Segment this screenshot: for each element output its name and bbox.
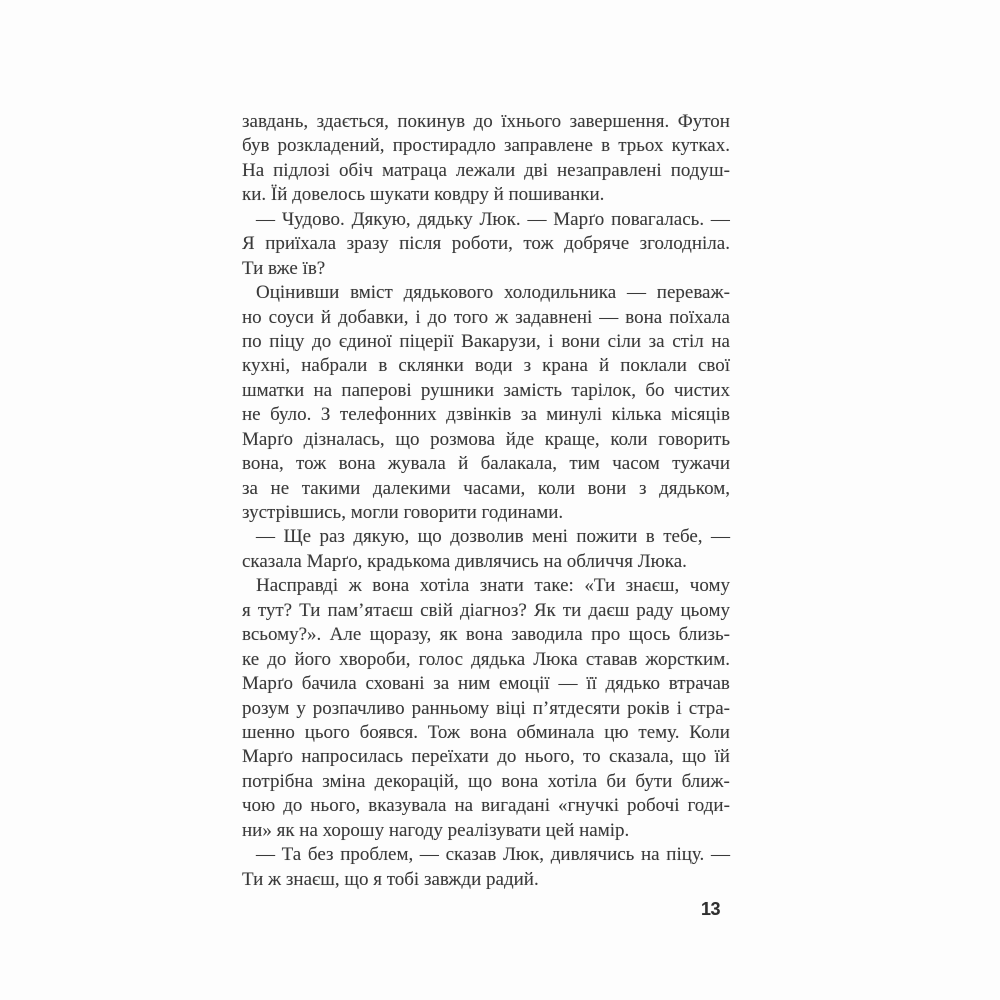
word: хотіла: [547, 770, 598, 792]
paragraph: [242, 843, 730, 892]
word: й: [599, 355, 610, 377]
word: вони: [561, 330, 601, 352]
word: голос: [418, 648, 464, 670]
word: холодильника: [504, 282, 617, 304]
word: Ще: [283, 526, 312, 548]
word: років: [627, 697, 670, 719]
word: завершення.: [569, 111, 670, 132]
word: минулі: [546, 404, 603, 426]
word: стра-: [688, 697, 730, 719]
word: Марґо: [553, 208, 605, 230]
text-line: [242, 574, 730, 598]
text-line: [242, 697, 730, 721]
word: дядьку: [417, 208, 473, 230]
word: ти: [562, 599, 582, 621]
word: емоції: [499, 673, 550, 695]
word: боявся.: [359, 721, 418, 743]
word: місяців: [671, 404, 730, 426]
word: кухні,: [242, 355, 291, 377]
word: Ти: [299, 599, 321, 621]
word: Насправді: [256, 575, 339, 597]
word: стіл: [672, 330, 704, 352]
word: після: [399, 233, 442, 255]
word: годи-: [687, 795, 730, 817]
word: цьому: [680, 599, 730, 621]
word: що: [468, 770, 493, 792]
word: дзвінків: [446, 404, 512, 426]
word: зміна: [322, 770, 366, 792]
word: —: [527, 208, 547, 230]
word: шматки: [242, 379, 305, 401]
paragraph: [242, 281, 730, 525]
word: на: [454, 795, 474, 817]
word: вигадані: [481, 795, 550, 817]
paragraph: [242, 525, 730, 574]
word: й: [458, 453, 469, 475]
page-number: 13: [701, 899, 721, 919]
text-line: Ти вже їв?: [242, 257, 326, 279]
paragraph: [242, 574, 730, 843]
text-line: [242, 306, 730, 330]
word: Вакарузи,: [461, 330, 541, 352]
word: близь-: [678, 624, 730, 646]
word: Люк.: [479, 208, 521, 230]
word: цього: [304, 721, 350, 743]
word: не: [242, 404, 261, 426]
word: роботи,: [451, 233, 513, 255]
word: пожити: [576, 526, 638, 548]
word: бо: [645, 379, 665, 401]
word: як: [439, 624, 458, 646]
word: чому: [689, 575, 730, 597]
word: простирадло: [392, 135, 496, 157]
word: заправлене: [503, 135, 593, 157]
word: Чудово.: [281, 208, 345, 230]
word: робочі: [626, 795, 680, 817]
word: тож: [523, 233, 554, 255]
word: раду: [636, 599, 674, 621]
word: часами,: [463, 477, 526, 499]
word: що: [417, 526, 442, 548]
word: на: [711, 330, 730, 352]
word: приїхала: [265, 233, 337, 255]
word: зразу: [346, 233, 389, 255]
text-line: [242, 525, 730, 549]
word: розпачливо: [312, 697, 405, 719]
word: проблем,: [340, 844, 414, 866]
word: даєш: [588, 599, 630, 621]
word: за: [520, 404, 537, 426]
word: раз: [319, 526, 345, 548]
text-line: [242, 403, 730, 427]
word: ближ-: [681, 770, 730, 792]
word: Футон: [677, 111, 730, 132]
text-line: [242, 354, 730, 378]
word: коли: [610, 428, 648, 450]
word: було.: [270, 404, 312, 426]
paragraph: [242, 208, 730, 281]
word: знати: [479, 575, 524, 597]
word: ж: [495, 306, 509, 328]
word: до: [267, 648, 287, 670]
word: що: [681, 746, 707, 768]
word: вона: [469, 721, 507, 743]
word: Але: [329, 624, 362, 646]
word: розкладений,: [277, 135, 385, 157]
word: в: [645, 526, 655, 548]
word: що: [395, 428, 420, 450]
text-line: [242, 770, 730, 794]
word: лежали: [455, 159, 516, 181]
word: трьох: [618, 135, 664, 157]
word: дядька: [471, 648, 526, 670]
word: вона: [338, 453, 376, 475]
word: подуш-: [670, 159, 730, 181]
word: завдань,: [242, 111, 309, 132]
word: повагалась.: [611, 208, 705, 230]
word: шенно: [242, 721, 295, 743]
word: напросилась: [301, 746, 403, 768]
word: Оцінивши: [256, 282, 340, 304]
word: кутках.: [671, 135, 730, 157]
word: тебе,: [663, 526, 703, 548]
word: —: [710, 844, 730, 866]
word: кілька: [611, 404, 662, 426]
word: був: [242, 135, 270, 157]
word: щоразу,: [369, 624, 432, 646]
word: цю: [604, 721, 629, 743]
text-line: Ти ж знаєш, що я тобі завжди радий.: [242, 868, 539, 890]
word: тим: [569, 453, 600, 475]
word: всьому?».: [242, 624, 322, 646]
word: дивлячись: [550, 844, 635, 866]
word: знаєш,: [625, 575, 680, 597]
word: йде: [505, 428, 535, 450]
word: —: [256, 208, 275, 230]
word: по: [242, 330, 262, 352]
word: заводила: [511, 624, 583, 646]
text-line: [242, 745, 730, 769]
word: пам’ятаєш: [327, 599, 413, 621]
word: на: [313, 379, 333, 401]
word: і: [548, 330, 554, 352]
word: води: [474, 355, 513, 377]
word: таке:: [534, 575, 574, 597]
word: хвороби,: [339, 648, 411, 670]
text-line: [242, 379, 730, 403]
word: за: [433, 673, 450, 695]
word: про: [591, 624, 621, 646]
word: тему.: [638, 721, 680, 743]
word: сказала,: [608, 746, 674, 768]
word: Та: [281, 844, 302, 866]
word: і: [676, 697, 682, 719]
word: свої: [697, 355, 730, 377]
word: далекими: [372, 477, 451, 499]
word: щось: [628, 624, 671, 646]
word: дві: [524, 159, 549, 181]
word: Коли: [689, 721, 730, 743]
word: до: [497, 746, 517, 768]
word: за: [648, 330, 665, 352]
word: їй: [714, 746, 730, 768]
word: жувала: [387, 453, 446, 475]
word: розмова: [430, 428, 496, 450]
word: краще,: [544, 428, 600, 450]
text-line: [242, 477, 730, 501]
word: з: [523, 355, 532, 377]
text-line: сказала Марґо, крадькома дивлячись на обличчя Люка.: [242, 550, 687, 572]
word: і: [415, 306, 421, 328]
text-line: ни» як на хорошу нагоду реалізувати цей намір.: [242, 819, 630, 841]
word: вона,: [242, 453, 284, 475]
word: говорить: [658, 428, 730, 450]
word: тут?: [257, 599, 293, 621]
word: «Ти: [584, 575, 616, 597]
word: ранньому: [411, 697, 490, 719]
word: «гнучкі: [557, 795, 619, 817]
word: Люк,: [503, 844, 545, 866]
word: дякую,: [353, 526, 410, 548]
word: їхнього: [501, 111, 562, 132]
word: його: [294, 648, 331, 670]
word: чистих: [673, 379, 730, 401]
word: декорацій,: [374, 770, 459, 792]
word: На: [242, 159, 265, 181]
text-line: [242, 159, 730, 183]
word: за: [242, 477, 258, 499]
word: ним: [457, 673, 491, 695]
word: —: [256, 526, 275, 548]
word: Марґо: [242, 673, 293, 695]
word: вона: [465, 624, 503, 646]
word: тарілок,: [571, 379, 637, 401]
word: у: [296, 697, 306, 719]
word: піцу.: [666, 844, 705, 866]
word: телефонних: [339, 404, 437, 426]
word: єдиної: [338, 330, 392, 352]
word: без: [307, 844, 334, 866]
word: піцу: [269, 330, 305, 352]
text-line: [242, 843, 730, 867]
text-line: [242, 648, 730, 672]
word: вони: [587, 477, 627, 499]
word: —: [558, 673, 578, 695]
text-line: [242, 110, 730, 134]
word: ке: [242, 648, 260, 670]
word: З: [320, 404, 331, 426]
word: до: [312, 330, 332, 352]
word: поїхала: [669, 306, 730, 328]
word: соуси: [268, 306, 314, 328]
word: матраца: [381, 159, 447, 181]
word: незаправлені: [557, 159, 662, 181]
word: сказав: [445, 844, 497, 866]
word: ж: [348, 575, 362, 597]
word: задавнені: [515, 306, 593, 328]
word: Дякую,: [351, 208, 411, 230]
word: добряче: [564, 233, 630, 255]
word: ставав: [585, 648, 638, 670]
word: тож: [296, 453, 327, 475]
word: бачила: [301, 673, 357, 695]
word: покинув: [397, 111, 466, 132]
word: вказувала: [368, 795, 447, 817]
word: хотіла: [419, 575, 470, 597]
word: Марґо: [242, 746, 293, 768]
word: —: [710, 208, 730, 230]
text-line: [242, 599, 730, 623]
text-line: зустрівшись, могли говорити годинами.: [242, 502, 564, 523]
word: обіч: [338, 159, 373, 181]
word: но: [242, 306, 262, 328]
word: не: [270, 477, 290, 499]
word: коли: [537, 477, 576, 499]
word: поклали: [620, 355, 687, 377]
word: —: [599, 306, 619, 328]
text-line: [242, 281, 730, 305]
word: п’ятдесяти: [532, 697, 621, 719]
word: би: [606, 770, 627, 792]
word: підлозі: [273, 159, 331, 181]
word: вона: [372, 575, 410, 597]
word: то: [583, 746, 601, 768]
word: переваж-: [656, 282, 730, 304]
word: вміст: [350, 282, 393, 304]
word: Я: [242, 233, 255, 255]
word: сіли: [607, 330, 642, 352]
word: обминала: [516, 721, 595, 743]
word: дозволив: [450, 526, 524, 548]
word: віці: [496, 697, 526, 719]
word: потрібна: [242, 770, 313, 792]
word: мені: [532, 526, 568, 548]
word: бути: [635, 770, 673, 792]
text-line: [242, 672, 730, 696]
word: в: [601, 135, 611, 157]
word: того: [453, 306, 489, 328]
word: рушники: [420, 379, 495, 401]
word: розум: [242, 697, 290, 719]
word: піцерії: [399, 330, 454, 352]
word: Марґо: [242, 428, 293, 450]
word: дядько: [605, 673, 660, 695]
word: Люка: [533, 648, 578, 670]
word: вона: [625, 306, 663, 328]
word: в: [378, 355, 388, 377]
word: на: [641, 844, 660, 866]
word: до: [427, 306, 447, 328]
text-line: [242, 794, 730, 818]
word: здається,: [316, 111, 389, 132]
word: до: [283, 795, 303, 817]
word: дізналась,: [303, 428, 385, 450]
word: до: [473, 111, 493, 132]
paragraph: [242, 110, 730, 208]
word: склянки: [398, 355, 464, 377]
text-line: [242, 428, 730, 452]
word: —: [710, 526, 730, 548]
word: замість: [503, 379, 563, 401]
word: переїхати: [411, 746, 489, 768]
text-line: [242, 208, 730, 232]
word: дядькового: [403, 282, 494, 304]
body-text: [242, 110, 730, 892]
word: добавки,: [338, 306, 409, 328]
word: свій: [420, 599, 453, 621]
word: я: [242, 599, 251, 621]
word: балакала,: [480, 453, 558, 475]
word: з: [638, 477, 647, 499]
word: нього,: [524, 746, 575, 768]
text-line: [242, 721, 730, 745]
text-line: ки. Їй довелось шукати ковдру й пошиванки.: [242, 184, 605, 206]
word: —: [419, 844, 439, 866]
word: її: [586, 673, 597, 695]
word: нього,: [310, 795, 361, 817]
text-line: [242, 232, 730, 256]
word: часом: [612, 453, 660, 475]
text-line: [242, 623, 730, 647]
word: Тож: [427, 721, 461, 743]
word: сховані: [365, 673, 425, 695]
word: жорстким.: [645, 648, 730, 670]
text-line: [242, 134, 730, 158]
word: паперові: [341, 379, 412, 401]
word: —: [626, 282, 646, 304]
word: набрали: [301, 355, 368, 377]
word: діагноз?: [459, 599, 527, 621]
word: й: [320, 306, 332, 328]
word: дядьком,: [659, 477, 730, 499]
word: чою: [242, 795, 276, 817]
word: крана: [542, 355, 588, 377]
word: такими: [301, 477, 361, 499]
word: втрачав: [668, 673, 730, 695]
word: тужачи: [672, 453, 730, 475]
word: Як: [533, 599, 556, 621]
word: зголодніла.: [639, 233, 730, 255]
text-line: [242, 330, 730, 354]
word: —: [256, 844, 275, 866]
text-line: [242, 452, 730, 476]
word: вона: [501, 770, 539, 792]
